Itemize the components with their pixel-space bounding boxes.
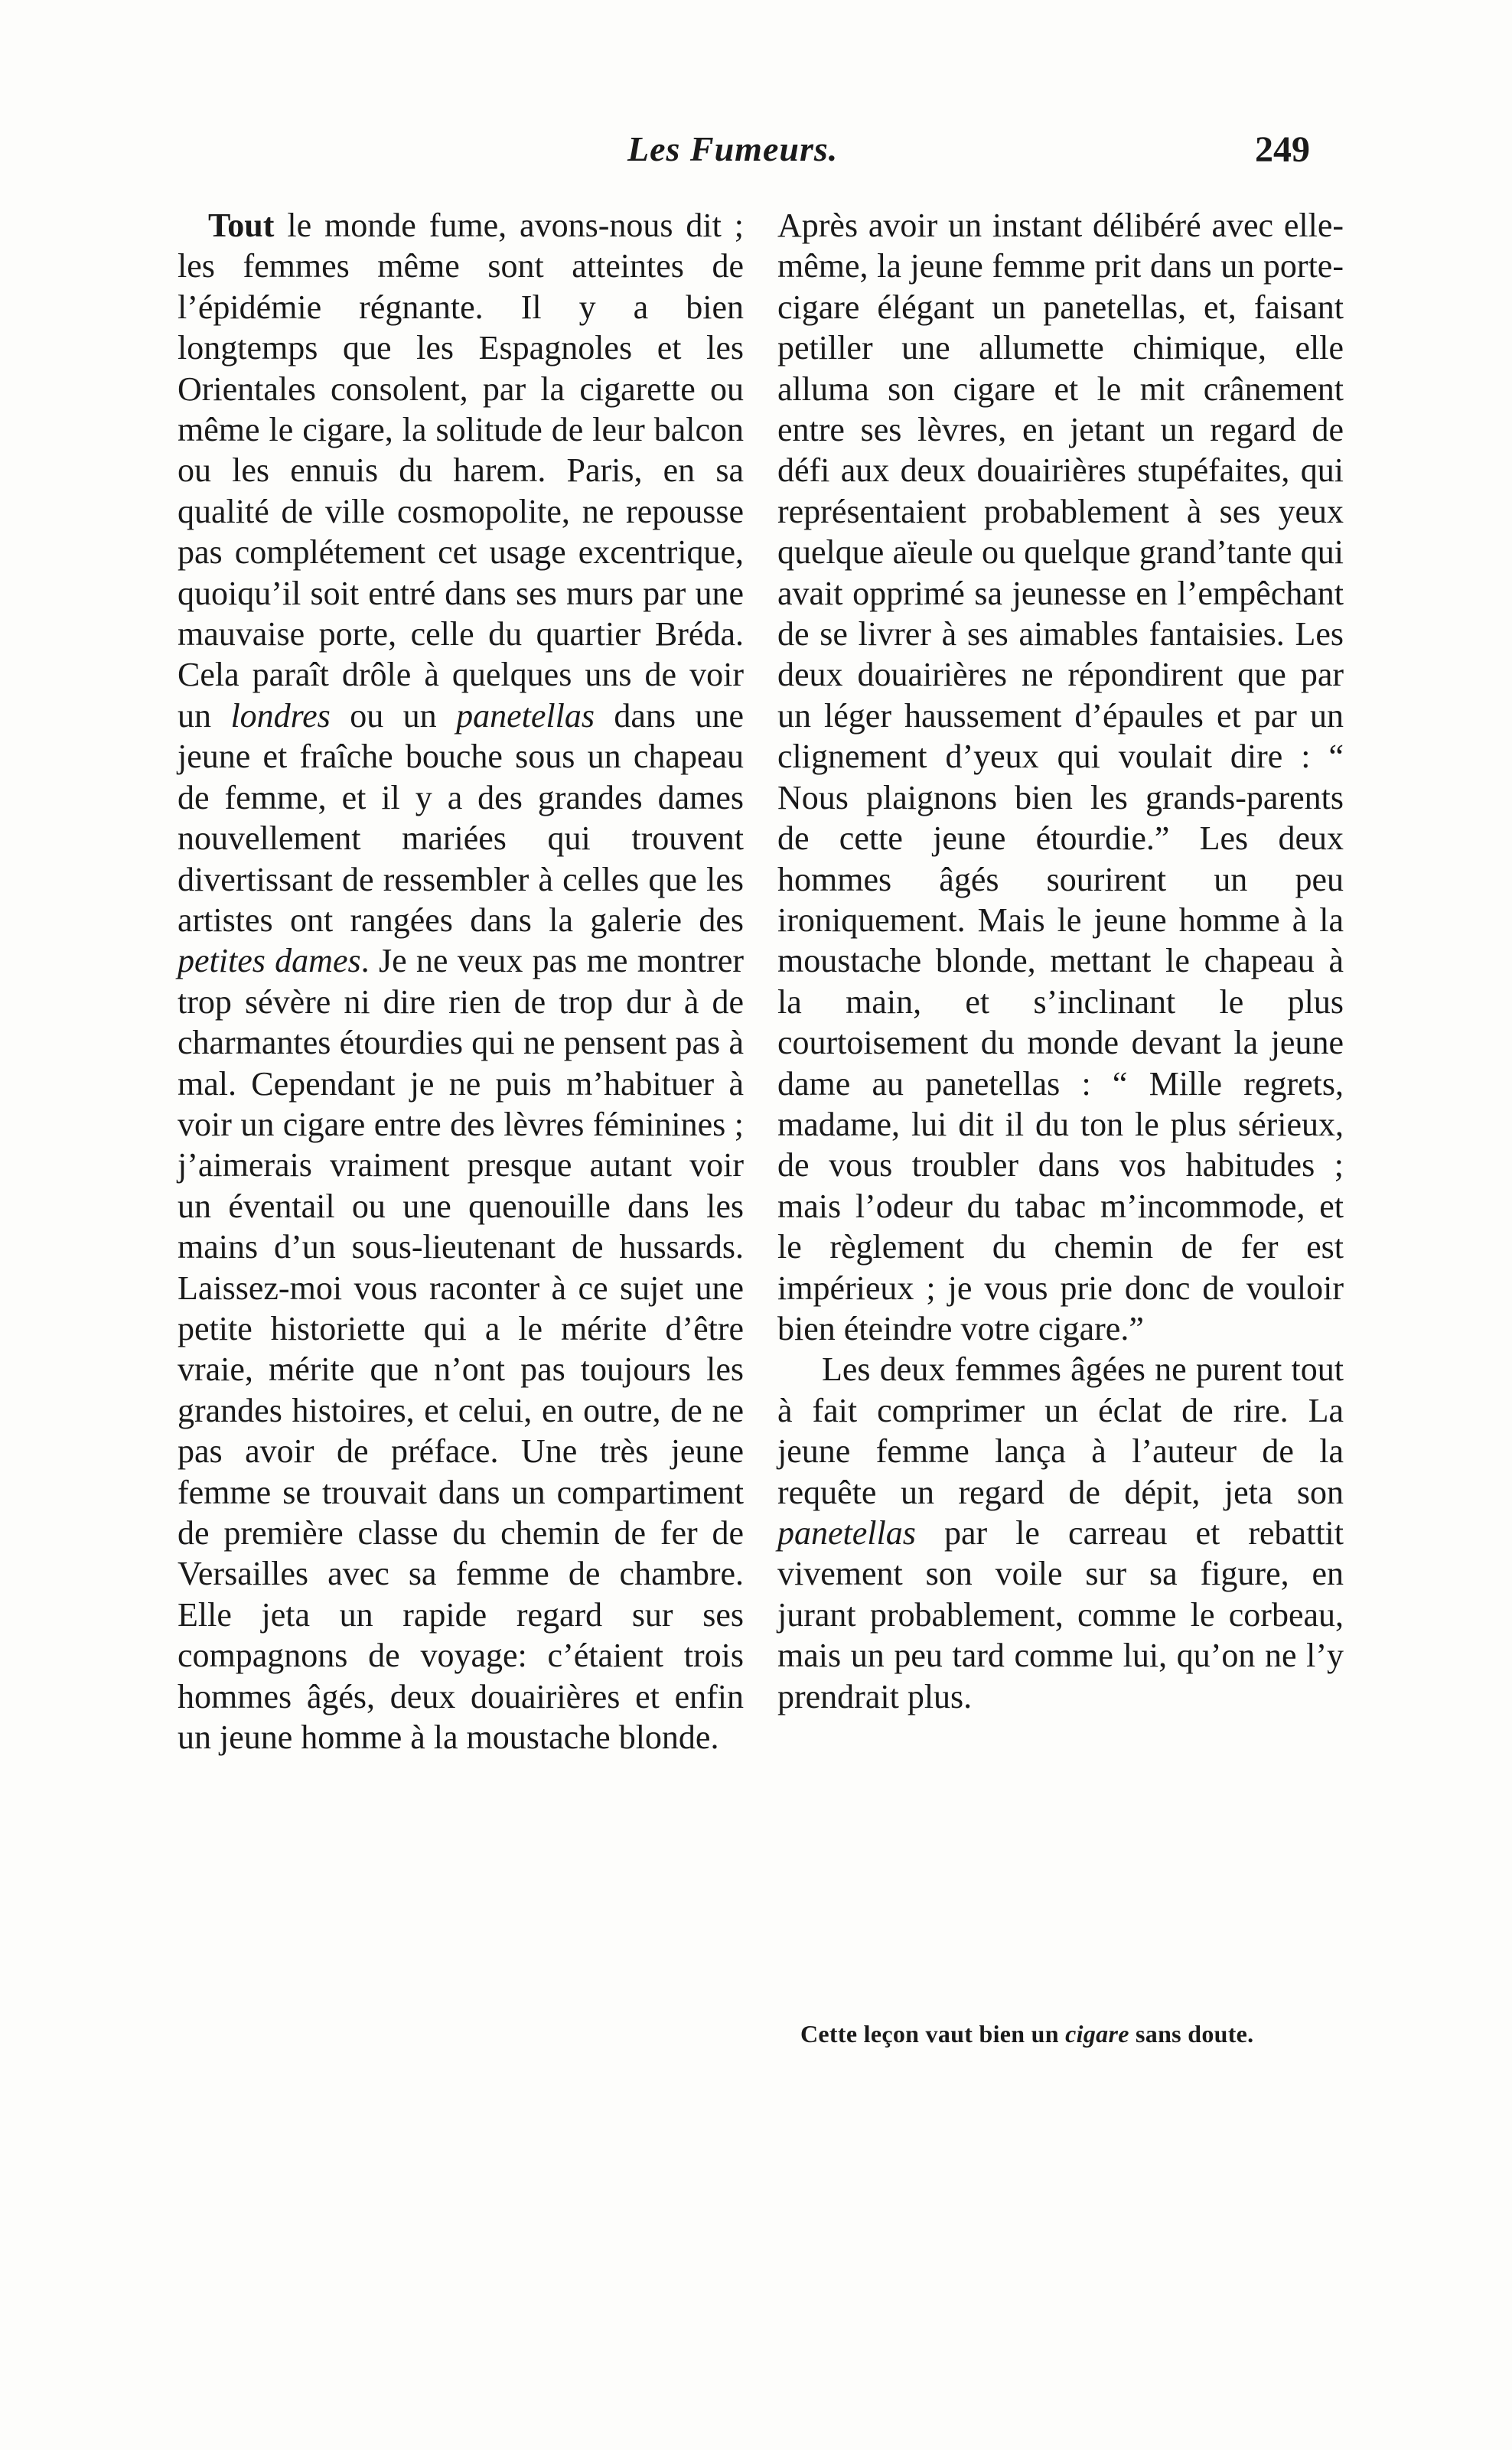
- paragraph-1-text-c: dans une jeune et fraîche bouche sous un chapeau de femme, et il y a des grandes dames nouvellement mariées qui trouvent divertissant de ressembler à celles que les artistes ont rangées dans la galerie des: [178, 696, 745, 939]
- right-column: [777, 205, 1344, 1717]
- paragraph-1-text-a: le monde fume, avons-nous dit ; les femmes même sont atteintes de l’épidémie régnante. Il y a bien longtemps que les Espagnoles et les Orientales consolent, par la cigarette ou même le cigare, la solitude de leur balcon ou les ennuis du harem. Paris, en sa qualité de ville cosmopolite, ne repousse pas complétement cet usage excentrique, quoiqu’il soit entré dans ses murs par une mauvaise porte, celle du quartier Bréda. Cela paraît drôle à quelques uns de voir un: [178, 207, 744, 735]
- paragraph-3-text-b: par le carreau et rebattit vivement son voile sur sa figure, en jurant probablement, comme le corbeau, mais un peu tard comme lui, qu’on ne l’y prendrait plus.: [777, 1514, 1344, 1715]
- closing-note: [800, 2020, 1253, 2048]
- italic-londres: londres: [230, 696, 331, 735]
- italic-panetellas: panetellas: [456, 696, 595, 735]
- closing-note-italic: cigare: [1065, 2020, 1129, 2048]
- closing-note-text-a: Cette leçon vaut bien un: [800, 2020, 1066, 2048]
- closing-note-text-b: sans doute.: [1129, 2020, 1254, 2048]
- page-number: 249: [1255, 129, 1310, 170]
- paragraph-1: [178, 205, 744, 1758]
- paragraph-2-text: Après avoir un instant délibéré avec elle-même, la jeune femme prit dans un porte-cigare élégant un panetellas, et, faisant petiller une allumette chimique, elle alluma son cigare et le mit crânement entre ses lèvres, en jetant un regard de défi aux deux douairières stupéfaites, qui représentaient probablement à ses yeux quelque aïeule ou quelque grand’tante qui avait opprimé sa jeunesse en l’empêchant de se livrer à ses aimables fantaisies. Les deux douairières ne répondirent que par un léger haussement d’épaules et par un clignement d’yeux qui voulait dire : “ Nous plaignons bien les grands-parents de cette jeune étourdie.” Les deux hommes âgés sourirent un peu ironiquement. Mais le jeune homme à la moustache blonde, mettant le chapeau à la main, et s’inclinant le plus courtoisement du monde devant la jeune dame au panetellas : “ Mille regrets, madame, lui dit il du ton le plus sérieux, de vous troubler dans vos habitudes ; mais l’odeur du tabac m’incommode, et le règlement du chemin de fer est impérieux ; je vous prie donc de vouloir bien éteindre votre cigare.”: [777, 207, 1344, 1347]
- paragraph-2: [777, 205, 1344, 1349]
- italic-panetellas-2: panetellas: [777, 1514, 916, 1552]
- paragraph-3-text-a: Les deux femmes âgées ne purent tout à fait comprimer un éclat de rire. La jeune femme lança à l’auteur de la requête un regard de dépit, jeta son: [777, 1350, 1344, 1511]
- italic-petites-dames: petites dames: [178, 942, 361, 980]
- paragraph-1-text-d: . Je ne veux pas me montrer trop sévère ni dire rien de trop dur à de charmantes étourdies qui ne pensent pas à mal. Cependant je ne puis m’habituer à voir un cigare entre des lèvres féminines ; j’aimerais vraiment presque autant voir un éventail ou une quenouille dans les mains d’un sous-lieutenant de hussards. Laissez-moi vous raconter à ce sujet une petite historiette qui a le mérite d’être vraie, mérite que n’ont pas toujours les grandes histoires, et celui, en outre, de ne pas avoir de préface. Une très jeune femme se trouvait dans un compartiment de première classe du chemin de fer de Versailles avec sa femme de chambre. Elle jeta un rapide regard sur ses compagnons de voyage: c’étaient trois hommes âgés, deux douairières et enfin un jeune homme à la moustache blonde.: [178, 942, 744, 1757]
- paragraph-1-text-b: ou un: [330, 696, 457, 735]
- running-title: Les Fumeurs.: [627, 129, 839, 168]
- left-column: [178, 205, 744, 1758]
- paragraph-lead-word: Tout: [208, 207, 275, 244]
- paragraph-3: [777, 1349, 1344, 1717]
